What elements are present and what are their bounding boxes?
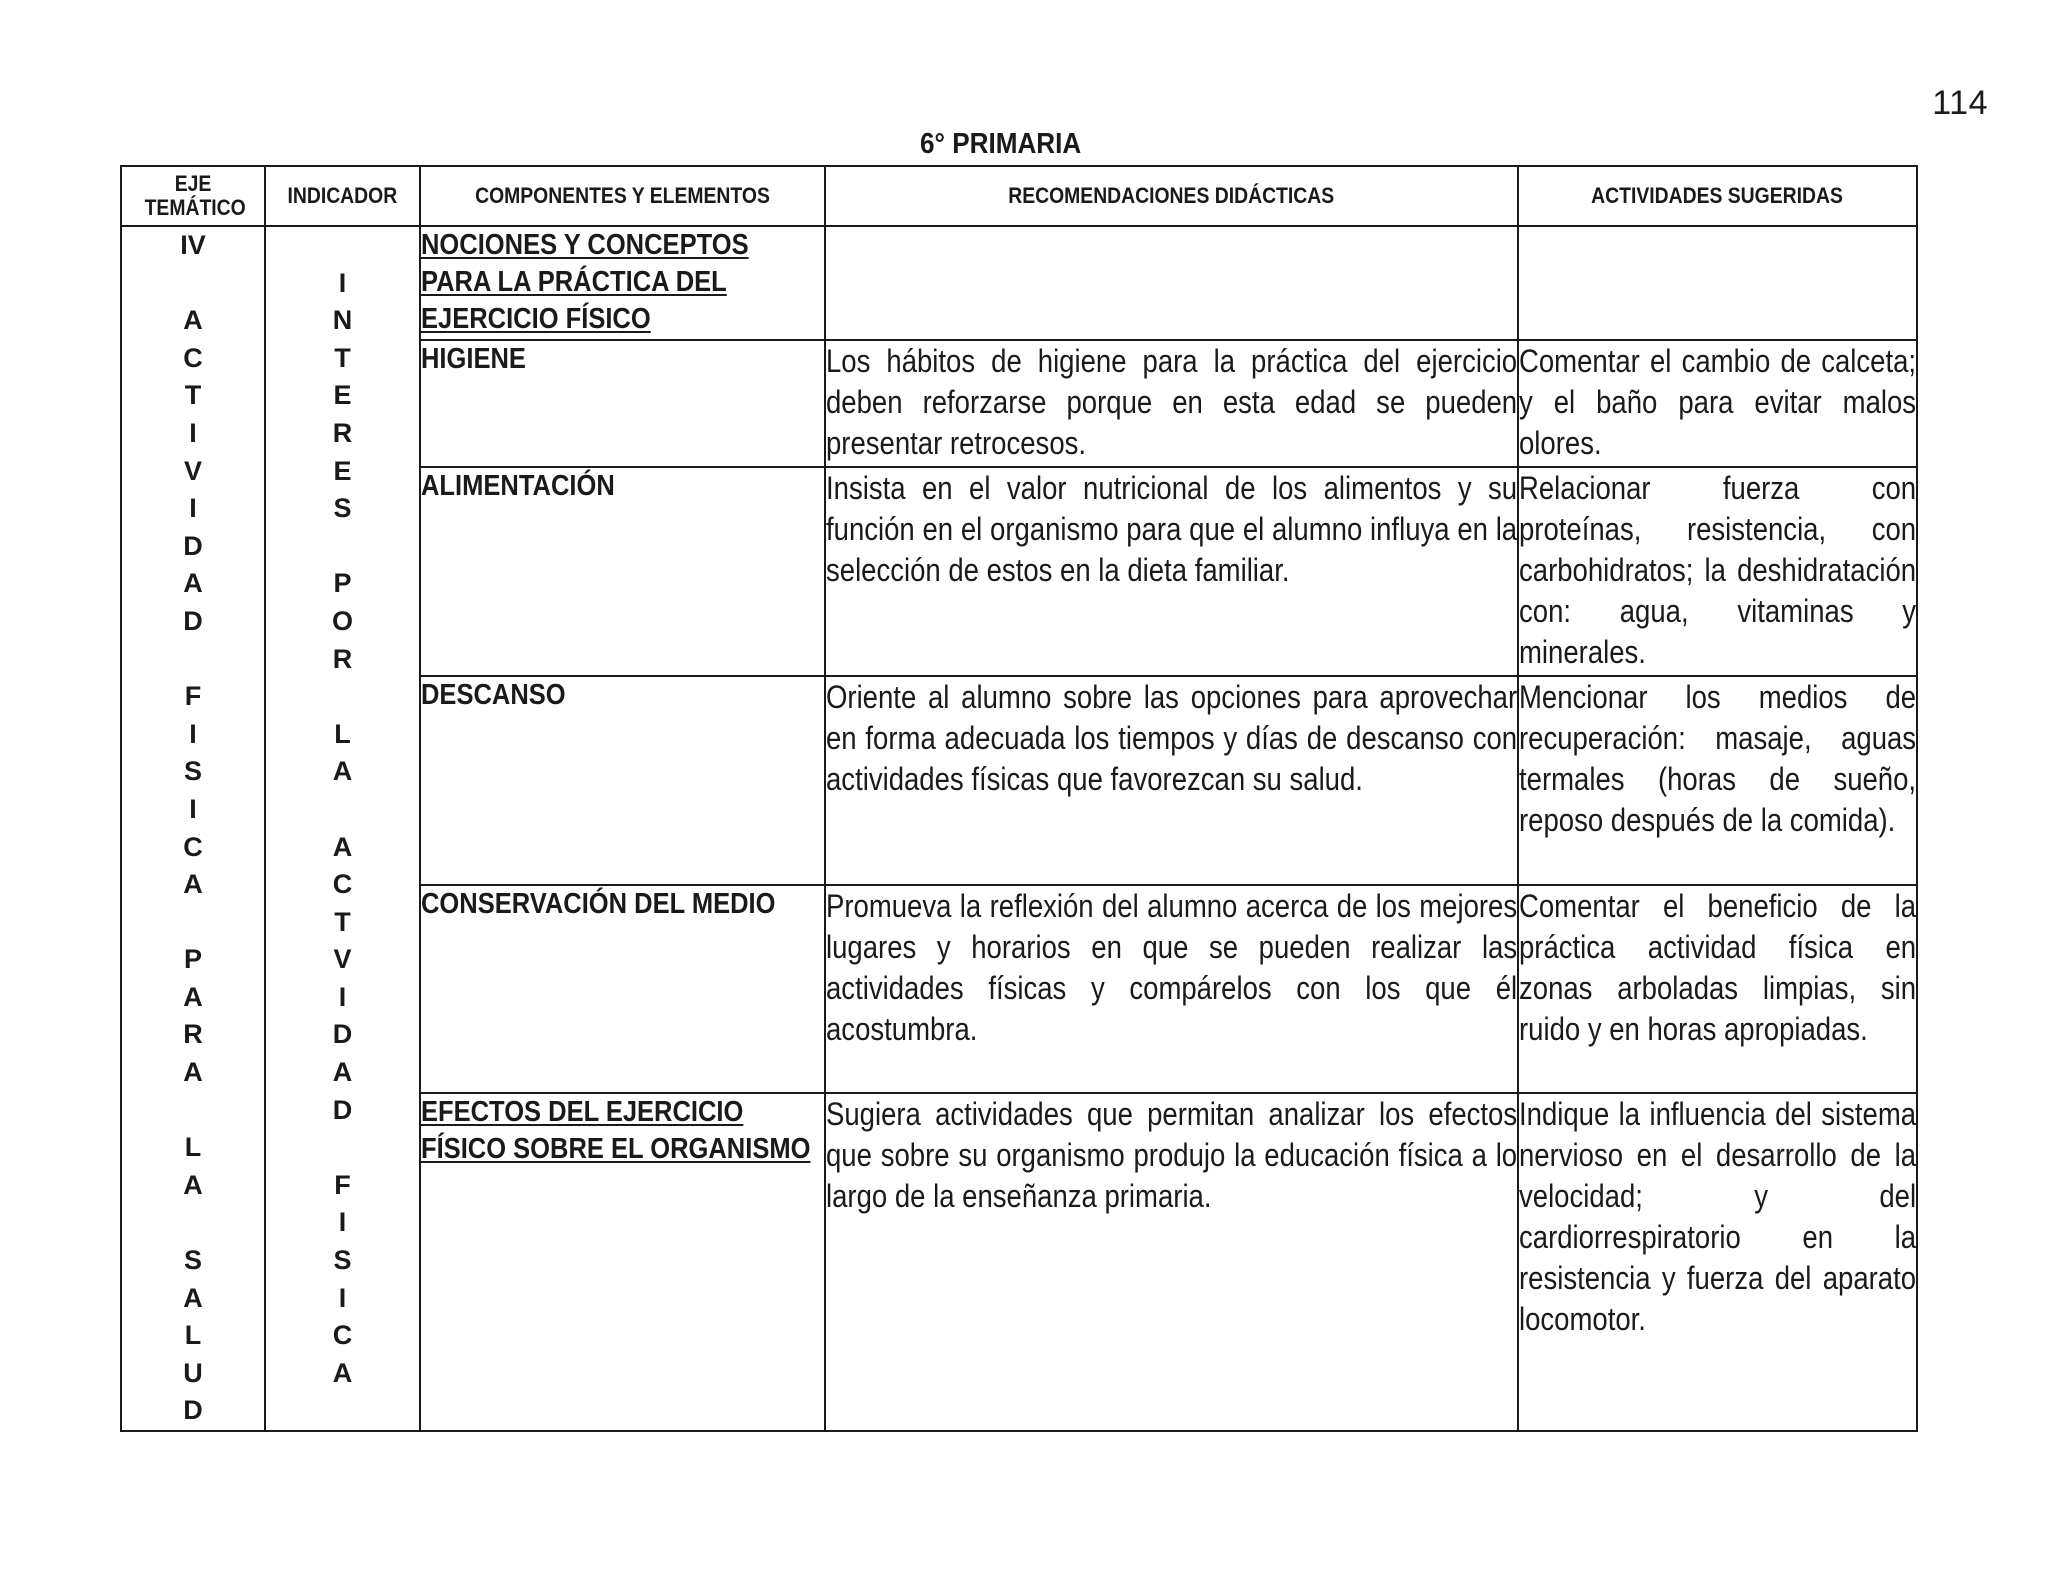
header-recomendaciones: RECOMENDACIONES DIDÁCTICAS xyxy=(825,166,1518,226)
eje-letter xyxy=(122,1092,264,1130)
eje-letter: I xyxy=(189,493,197,524)
componente-cell: HIGIENE xyxy=(420,340,825,466)
eje-letter: C xyxy=(183,342,203,373)
indicador-letter: A xyxy=(332,1357,353,1388)
recomendacion-cell xyxy=(825,226,1518,340)
indicador-letter: A xyxy=(332,1057,353,1088)
indicador-letter: S xyxy=(333,1245,352,1276)
indicador-letter xyxy=(266,227,419,265)
eje-letter: D xyxy=(183,605,203,636)
eje-letter: T xyxy=(184,380,202,411)
header-actividades: ACTIVIDADES SUGERIDAS xyxy=(1518,166,1917,226)
indicador-letter: E xyxy=(333,455,352,486)
eje-letter: P xyxy=(183,944,202,975)
indicador-letter: E xyxy=(333,380,352,411)
componente-cell: ALIMENTACIÓN xyxy=(420,467,825,676)
indicador-letter: S xyxy=(333,493,352,524)
indicador-letter: I xyxy=(338,1282,347,1313)
eje-letter: S xyxy=(183,756,202,787)
eje-letter: A xyxy=(183,981,203,1012)
actividad-cell: Indique la influencia del sistema nervioso en el desarrollo de la velocidad; y del cardiorrespiratorio en la resistencia y fuerza del aparato locomotor. xyxy=(1518,1093,1917,1431)
componente-cell: NOCIONES Y CONCEPTOS PARA LA PRÁCTICA DEL EJERCICIO FÍSICO xyxy=(420,226,825,340)
eje-letter: A xyxy=(183,1057,203,1088)
eje-tematico-vertical-text xyxy=(121,226,265,1431)
indicador-letter: C xyxy=(332,1320,353,1351)
eje-letter: I xyxy=(189,417,197,448)
indicador-letter xyxy=(266,678,419,716)
eje-letter xyxy=(122,904,264,942)
indicador-letter: R xyxy=(332,643,353,674)
indicador-letter: I xyxy=(338,1207,347,1238)
eje-letter: R xyxy=(183,1019,203,1050)
eje-letter: F xyxy=(184,681,202,712)
indicador-letter: D xyxy=(332,1094,353,1125)
header-indicador: INDICADOR xyxy=(265,166,420,226)
eje-letter xyxy=(122,265,264,303)
eje-letter: A xyxy=(183,1282,203,1313)
actividad-cell: Relacionar fuerza con proteínas, resistencia, con carbohidratos; la deshidratación con: agua, vitaminas y minerales. xyxy=(1518,467,1917,676)
indicador-vertical-text xyxy=(265,226,420,1431)
eje-letter: C xyxy=(183,831,203,862)
recomendacion-cell: Promueva la reflexión del alumno acerca de los mejores lugares y horarios en que se pueden realizar las actividades físicas y compárelos con los que él acostumbra. xyxy=(825,885,1518,1093)
page-title: 6° PRIMARIA xyxy=(920,128,1082,160)
eje-letter xyxy=(122,1204,264,1242)
indicador-letter: F xyxy=(334,1169,351,1200)
componente-cell: DESCANSO xyxy=(420,676,825,884)
componente-cell: CONSERVACIÓN DEL MEDIO xyxy=(420,885,825,1093)
eje-letter: IV xyxy=(180,230,206,260)
eje-letter: S xyxy=(183,1245,202,1276)
actividad-cell: Mencionar los medios de recuperación: masaje, aguas termales (horas de sueño, reposo después de la comida). xyxy=(1518,676,1917,884)
indicador-letter: R xyxy=(332,417,353,448)
componente-cell: EFECTOS DEL EJERCICIO FÍSICO SOBRE EL ORGANISMO xyxy=(420,1093,825,1431)
indicador-letter: D xyxy=(332,1019,353,1050)
actividad-cell: Comentar el beneficio de la práctica actividad física en zonas arboladas limpias, sin ruido y en horas apropiadas. xyxy=(1518,885,1917,1093)
indicador-letter: V xyxy=(333,944,352,975)
eje-letter xyxy=(122,641,264,679)
indicador-letter: A xyxy=(332,831,353,862)
indicador-letter xyxy=(266,791,419,829)
eje-letter: V xyxy=(183,455,202,486)
eje-letter: D xyxy=(183,1395,203,1426)
indicador-letter: O xyxy=(331,605,353,636)
indicador-letter xyxy=(266,528,419,566)
table-header-row xyxy=(121,166,1917,226)
eje-letter: I xyxy=(189,793,197,824)
eje-letter: L xyxy=(184,1320,202,1351)
indicador-letter: P xyxy=(333,568,352,599)
eje-letter: A xyxy=(183,305,203,336)
indicador-letter: L xyxy=(334,718,351,749)
page-number: 114 xyxy=(1932,84,1988,122)
indicador-letter: I xyxy=(338,981,347,1012)
eje-letter: A xyxy=(183,869,203,900)
indicador-letter: C xyxy=(332,869,353,900)
eje-letter: U xyxy=(183,1357,203,1388)
actividad-cell xyxy=(1518,226,1917,340)
indicador-letter: T xyxy=(334,906,351,937)
indicador-letter: A xyxy=(332,756,353,787)
eje-letter: L xyxy=(184,1132,202,1163)
indicador-letter: N xyxy=(332,305,353,336)
indicador-letter: T xyxy=(334,342,351,373)
header-componentes: COMPONENTES Y ELEMENTOS xyxy=(420,166,825,226)
recomendacion-cell: Insista en el valor nutricional de los alimentos y su función en el organismo para que el alumno influya en la selección de estos en la dieta familiar. xyxy=(825,467,1518,676)
header-eje-tematico: EJE TEMÁTICO xyxy=(121,166,265,226)
actividad-cell: Comentar el cambio de calceta; y el baño para evitar malos olores. xyxy=(1518,340,1917,466)
recomendacion-cell: Oriente al alumno sobre las opciones para aprovechar en forma adecuada los tiempos y días de descanso con actividades físicas que favorezcan su salud. xyxy=(825,676,1518,884)
eje-letter: D xyxy=(183,530,203,561)
eje-letter: I xyxy=(189,718,197,749)
recomendacion-cell: Sugiera actividades que permitan analizar los efectos que sobre su organismo produjo la educación física a lo largo de la enseñanza primaria. xyxy=(825,1093,1518,1431)
indicador-letter: I xyxy=(338,267,347,298)
eje-letter: A xyxy=(183,1169,203,1200)
eje-letter: A xyxy=(183,568,203,599)
recomendacion-cell: Los hábitos de higiene para la práctica del ejercicio deben reforzarse porque en esta edad se pueden presentar retrocesos. xyxy=(825,340,1518,466)
curriculum-table xyxy=(120,165,1918,1432)
indicador-letter xyxy=(266,1129,419,1167)
table-row xyxy=(121,226,1917,340)
